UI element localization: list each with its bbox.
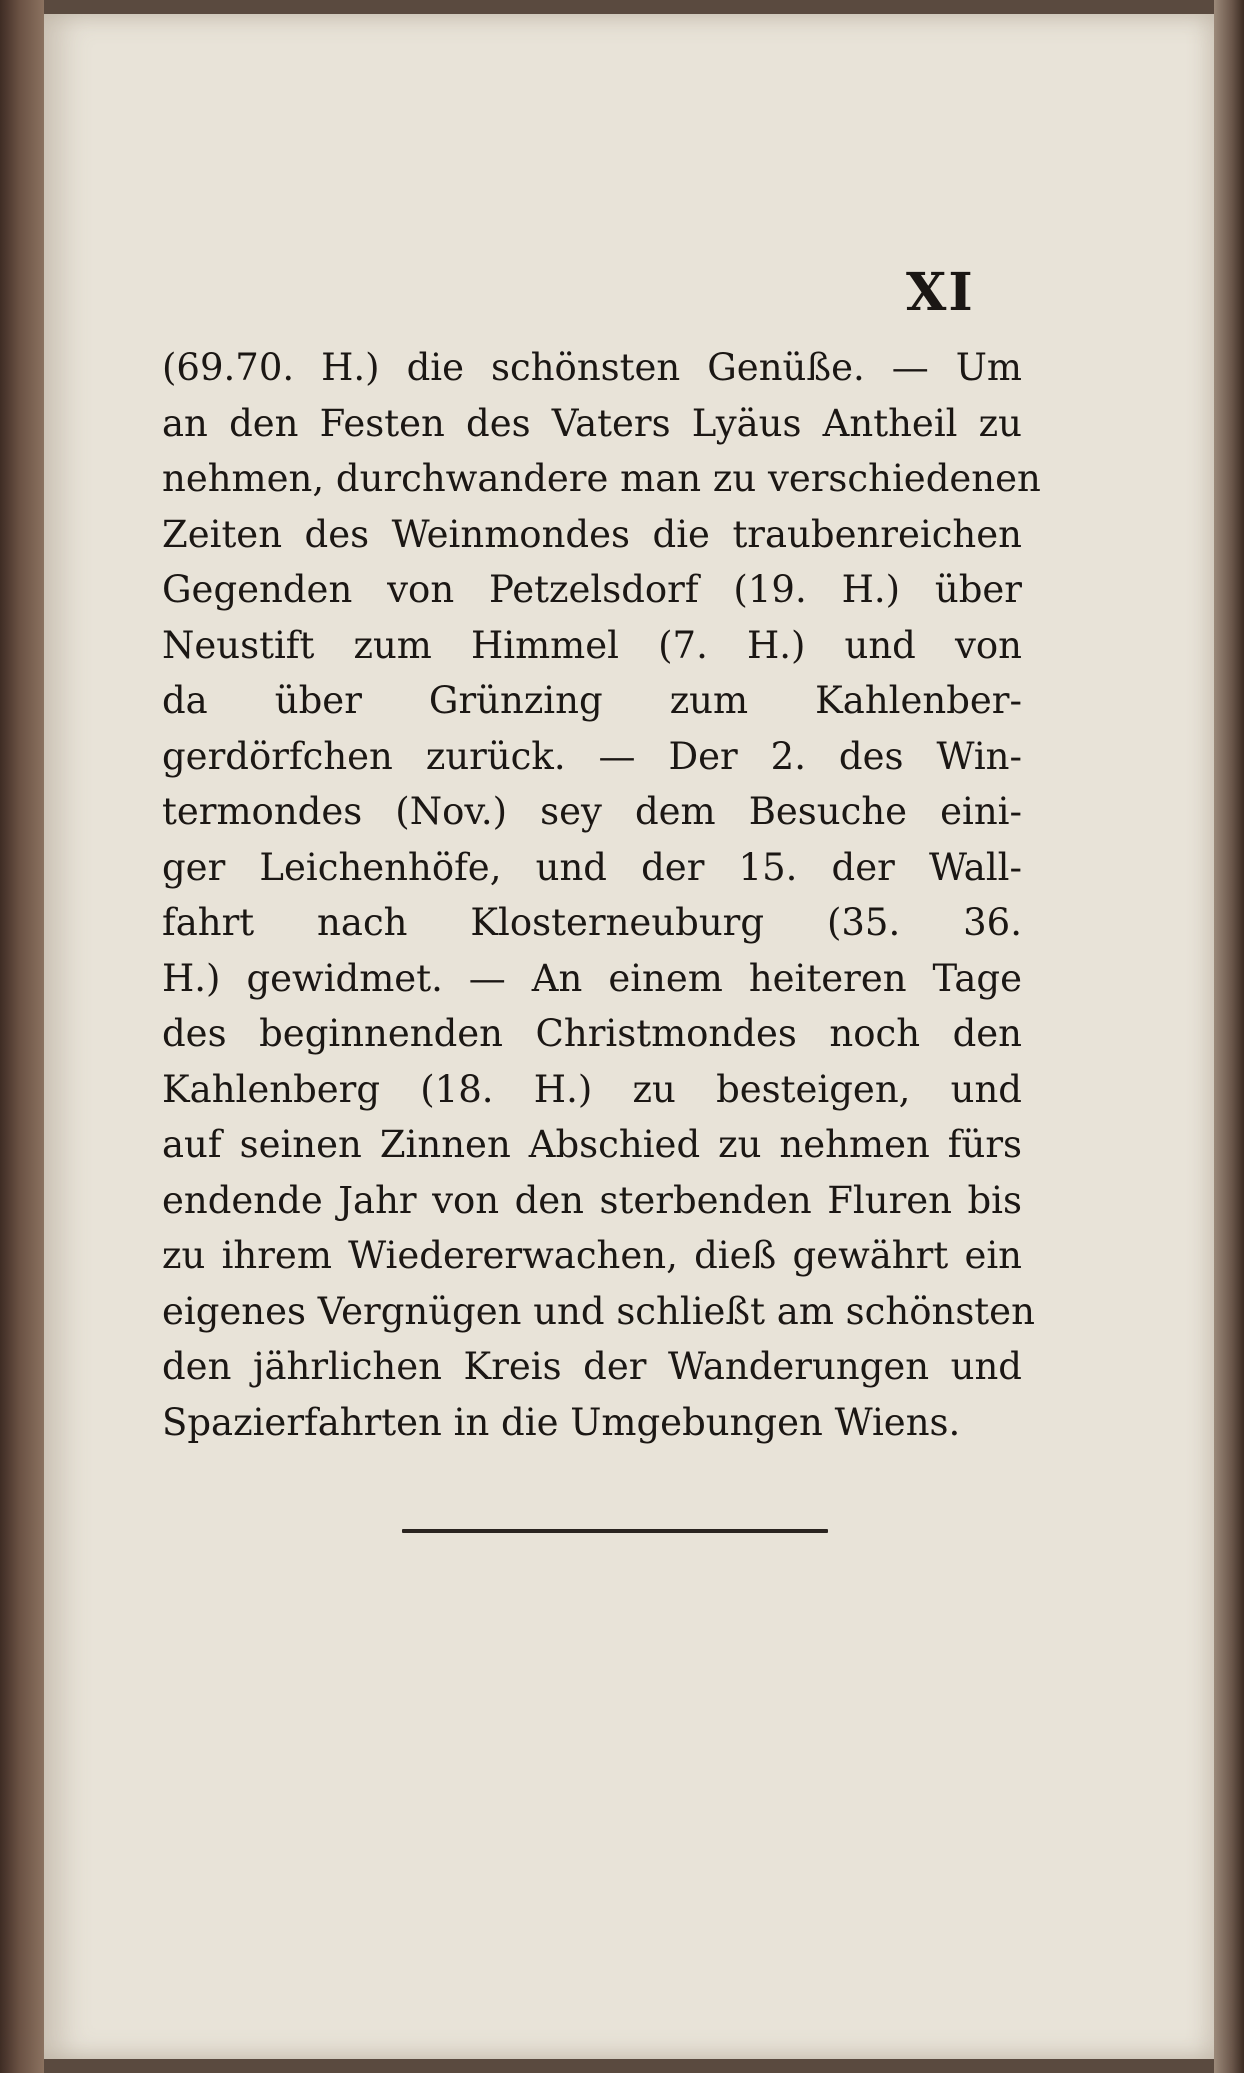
text-line: fahrt nach Klosterneuburg (35. 36. bbox=[162, 901, 1022, 944]
body-text bbox=[162, 340, 1041, 1450]
text-line: des beginnenden Christmondes noch den bbox=[162, 1012, 1022, 1055]
text-line: Zeiten des Weinmondes die traubenreichen bbox=[162, 512, 1022, 556]
book-spine-edge bbox=[0, 0, 44, 2073]
text-line: nehmen, durchwandere man zu verschiedenen bbox=[162, 457, 1041, 500]
closing-rule-divider bbox=[402, 1529, 828, 1533]
text-line: da über Grünzing zum Kahlenber- bbox=[162, 679, 1022, 722]
text-line: Neustift zum Himmel (7. H.) und von bbox=[162, 623, 1022, 667]
text-line: gerdörfchen zurück. — Der 2. des Win- bbox=[162, 734, 1022, 778]
text-line: an den Festen des Vaters Lyäus Antheil zu bbox=[162, 401, 1022, 445]
text-line: Spazierfahrten in die Umgebungen Wiens. bbox=[162, 1400, 961, 1444]
text-line: zu ihrem Wiedererwachen, dieß gewährt ein bbox=[162, 1234, 1022, 1277]
text-line: eigenes Vergnügen und schließt am schönsten bbox=[162, 1289, 1035, 1333]
book-page bbox=[44, 14, 1214, 2059]
text-line: auf seinen Zinnen Abschied zu nehmen fürs bbox=[162, 1123, 1022, 1166]
text-line: endende Jahr von den sterbenden Fluren bis bbox=[162, 1178, 1022, 1222]
text-line: den jährlichen Kreis der Wanderungen und bbox=[162, 1345, 1022, 1388]
text-line: H.) gewidmet. — An einem heiteren Tage bbox=[162, 956, 1022, 1000]
text-line: Kahlenberg (18. H.) zu besteigen, und bbox=[162, 1067, 1022, 1111]
text-line: (69.70. H.) die schönsten Genüße. — Um bbox=[162, 346, 1022, 389]
text-line: termondes (Nov.) sey dem Besuche eini- bbox=[162, 790, 1022, 833]
text-line: Gegenden von Petzelsdorf (19. H.) über bbox=[162, 568, 1022, 611]
page-number: XI bbox=[906, 262, 975, 323]
text-line: ger Leichenhöfe, und der 15. der Wall- bbox=[162, 845, 1022, 889]
book-fore-edge bbox=[1214, 0, 1244, 2073]
